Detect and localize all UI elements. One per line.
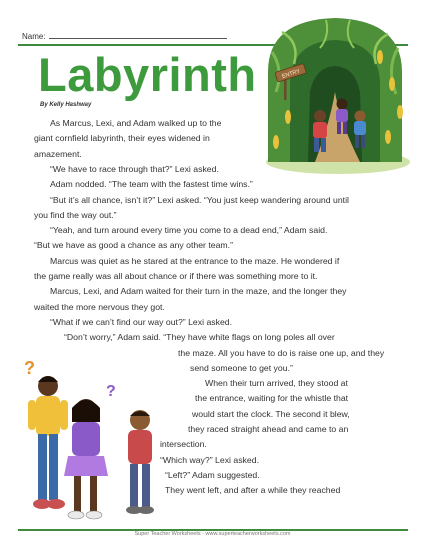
- story-line: you find the way out.”: [34, 209, 117, 220]
- svg-text:?: ?: [106, 383, 116, 400]
- cornfield-maze-illustration: [260, 12, 410, 177]
- story-line: “We have to race through that?” Lexi asked.: [50, 163, 219, 174]
- story-line: intersection.: [160, 439, 207, 450]
- story-line: they raced straight ahead and came to an: [188, 424, 349, 434]
- page-title: Labyrinth: [38, 48, 257, 101]
- story-line: Marcus was quiet as he stared at the entrance to the maze. He wondered if: [50, 255, 340, 266]
- story-line: “Yeah, and turn around every time you come to a dead end,” Adam said.: [50, 225, 328, 236]
- story-line: “Left?” Adam suggested.: [165, 469, 260, 480]
- story-line: “Which way?” Lexi asked.: [160, 454, 259, 465]
- name-line[interactable]: [49, 30, 227, 39]
- svg-text:?: ?: [24, 358, 35, 378]
- entry-sign: ENTRY: [281, 68, 301, 80]
- story-line: As Marcus, Lexi, and Adam walked up to the: [50, 118, 222, 128]
- byline: By Kelly Hashway: [40, 102, 92, 108]
- story-line: amazement.: [34, 148, 82, 159]
- story-line: “What if we can’t find our way out?” Lexi asked.: [50, 316, 233, 327]
- story-line: the game really was all about chance or if there was something more to it.: [34, 271, 318, 281]
- story-line: When their turn arrived, they stood at: [205, 378, 348, 389]
- story-line: “Don’t worry,” Adam said. “They have white flags on long poles all over: [64, 332, 335, 343]
- name-row: [22, 30, 227, 41]
- story-line: “But it’s all chance, isn’t it?” Lexi asked. “You just keep wandering around until: [50, 194, 349, 205]
- story-line: Adam nodded. “The team with the fastest time wins.”: [50, 179, 253, 190]
- story-line: Marcus, Lexi, and Adam waited for their turn in the maze, and the longer they: [50, 286, 347, 297]
- story-line: the maze. All you have to do is raise one up, and they: [178, 347, 385, 358]
- story-line: giant cornfield labyrinth, their eyes widened in: [34, 133, 210, 144]
- story-line: the entrance, waiting for the whistle that: [195, 393, 349, 404]
- footer-credit: Super Teacher Worksheets - www.superteacherworksheets.com: [134, 531, 291, 537]
- story-line: They went left, and after a while they reached: [165, 485, 341, 496]
- story-line: would start the clock. The second it blew,: [192, 408, 350, 419]
- story-line: send someone to get you.”: [190, 362, 293, 373]
- story-line: “But we have as good a chance as any other team.”: [34, 240, 233, 251]
- name-label: Name:: [22, 32, 46, 41]
- story-line: waited the more nervous they got.: [34, 301, 165, 312]
- kids-illustration: [10, 352, 170, 527]
